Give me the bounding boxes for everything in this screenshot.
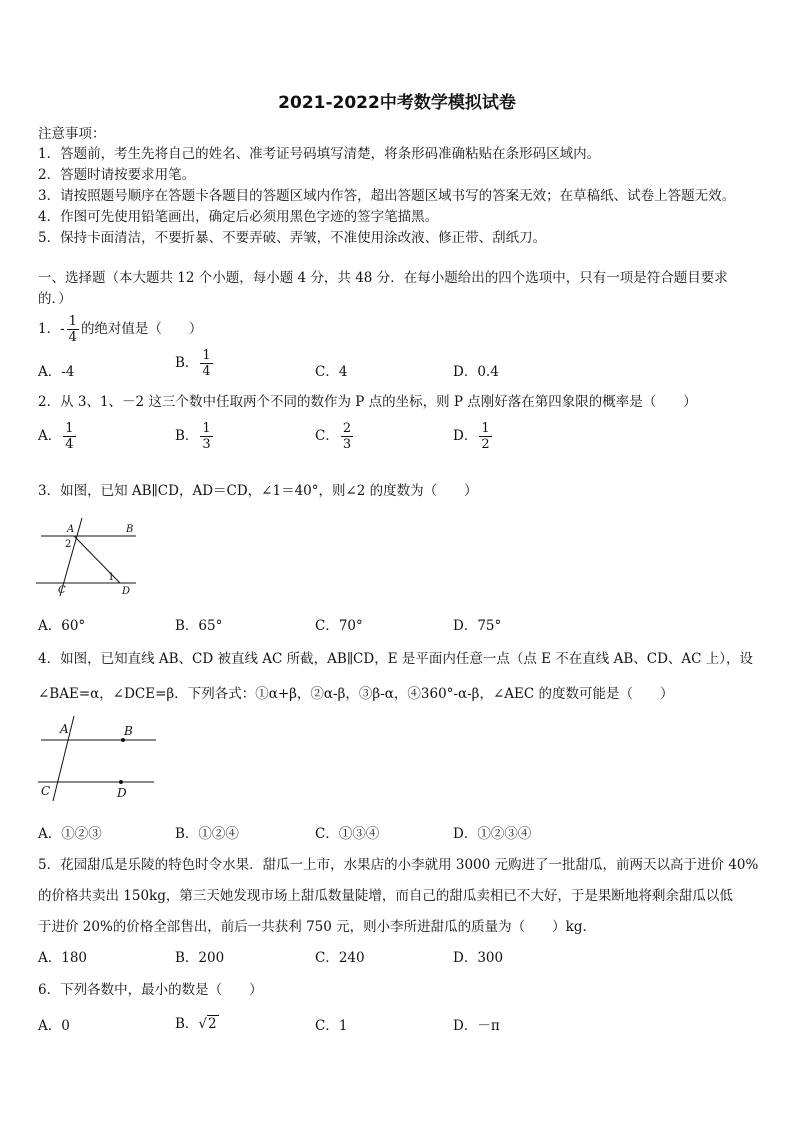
option-label: B． [175,428,199,444]
q6-option-c: C．1 [315,1018,348,1034]
denominator: 4 [202,364,211,379]
numerator: 1 [65,421,74,436]
radicand: 2 [208,1016,217,1032]
fraction [200,421,212,452]
q3-option-c: C．70° [315,618,363,634]
denominator: 3 [342,437,352,452]
q4-option-a: A．①②③ [38,826,102,842]
label-angle-1: 1 [108,572,115,583]
q4-option-c: C．①③④ [315,826,380,842]
numerator: 1 [202,421,211,436]
q6-option-b [175,1012,219,1032]
question-5-line2: 的价格共卖出 150kg，第三天她发现市场上甜瓜数量陡增，而自己的甜瓜卖相已不大好，于是果断地将剩余甜瓜以低 [38,888,733,904]
section-heading-line1: 一、选择题（本大题共 12 个小题，每小题 4 分，共 48 分．在每小题给出的四个选项中，只有一项是符合题目要求 [38,270,728,286]
q4-option-d: D．①②③④ [453,826,532,842]
q2-option-b [175,421,215,452]
option-label: C． [315,428,339,444]
numerator: 1 [68,314,77,329]
q5-option-d: D．300 [453,950,504,966]
point-d [119,780,123,784]
q6-option-a: A．0 [38,1018,70,1034]
q3-figure [36,518,146,598]
denominator: 4 [65,437,74,452]
fraction [341,421,353,452]
question-1-suffix: 的绝对值是（ ） [80,321,203,337]
label-c: C [41,784,51,798]
denominator: 3 [202,437,211,452]
section-heading-line2: 的．） [38,291,72,307]
numerator: 2 [342,421,352,436]
notice-item-5: 5．保持卡面清洁，不要折暴、不要弄破、弄皱，不准使用涂改液、修正带、刮纸刀。 [38,230,547,246]
option-label: A． [38,428,62,444]
q2-option-c [315,421,355,452]
label-b: B [126,524,134,535]
label-a: A [67,524,75,535]
option-label: B． [175,355,199,371]
question-1 [38,314,202,345]
fraction [479,421,491,452]
question-2: 2．从 3、1、－2 这三个数中任取两个不同的数作为 P 点的坐标，则 P 点刚好落在第四象限的概率是（ ） [38,394,697,410]
denominator: 4 [68,330,77,345]
question-3: 3．如图，已知 AB∥CD，AD＝CD，∠1＝40°，则∠2 的度数为（ ） [38,483,478,499]
q5-option-a: A．180 [38,950,88,966]
q6-option-d: D．－π [453,1018,500,1034]
fraction [63,421,75,452]
question-4-line1: 4．如图，已知直线 AB、CD 被直线 AC 所截，AB∥CD，E 是平面内任意一点（点 E 不在直线 AB、CD、AC 上），设 [38,651,754,667]
option-label: B． [175,1016,199,1032]
q2-option-a [38,421,78,452]
question-5-line1: 5．花园甜瓜是乐陵的特色时令水果．甜瓜一上市，水果店的小李就用 3000 元购进了一批甜瓜，前两天以高于进价 40% [38,857,759,873]
question-4-line2: ∠BAE=α，∠DCE=β．下列各式：①α+β，②α-β，③β-α，④360°-α-β，∠AEC 的度数可能是（ ） [38,686,674,702]
notice-item-1: 1．答题前，考生先将自己的姓名、准考证号码填写清楚，将条形码准确粘贴在条形码区域内。 [38,146,601,162]
q3-option-b: B．65° [175,618,223,634]
label-c: C [58,585,66,596]
square-root: √2 [198,1016,217,1032]
q1-option-b [175,348,215,379]
label-d: D [117,786,127,800]
q4-figure [36,716,161,806]
notice-item-4: 4．作图可先使用铅笔画出，确定后必须用黑色字迹的签字笔描黑。 [38,209,439,225]
q1-option-d: D．0.4 [453,364,499,380]
notice-heading: 注意事项： [38,126,106,142]
question-5-line3: 于进价 20%的价格全部售出，前后一共获利 750 元，则小李所进甜瓜的质量为（ ）kg． [38,919,596,935]
denominator: 2 [481,437,490,452]
q3-option-a: A．60° [38,618,86,634]
label-angle-2: 2 [65,539,72,550]
q3-option-d: D．75° [453,618,502,634]
q4-option-b: B．①②④ [175,826,239,842]
fraction [67,314,79,345]
point-b [121,738,125,742]
question-6: 6．下列各数中，最小的数是（ ） [38,982,263,998]
page-title: 2021-2022中考数学模拟试卷 [278,93,516,113]
label-d: D [122,586,131,597]
notice-item-3: 3．请按照题号顺序在答题卡各题目的答题区域内作答，超出答题区域书写的答案无效；在草稿纸、试卷上答题无效。 [38,188,736,204]
q2-option-d [453,421,494,452]
q1-option-a: A．-4 [38,364,75,380]
numerator: 1 [202,348,211,363]
q5-option-c: C．240 [315,950,365,966]
label-a: A [60,722,69,736]
label-b: B [124,724,133,738]
fraction [200,348,212,379]
numerator: 1 [481,421,490,436]
notice-item-2: 2．答题时请按要求用笔。 [38,167,196,183]
question-1-prefix: 1．- [38,321,65,337]
q1-option-c: C．4 [315,364,348,380]
option-label: D． [453,428,478,444]
q5-option-b: B．200 [175,950,225,966]
